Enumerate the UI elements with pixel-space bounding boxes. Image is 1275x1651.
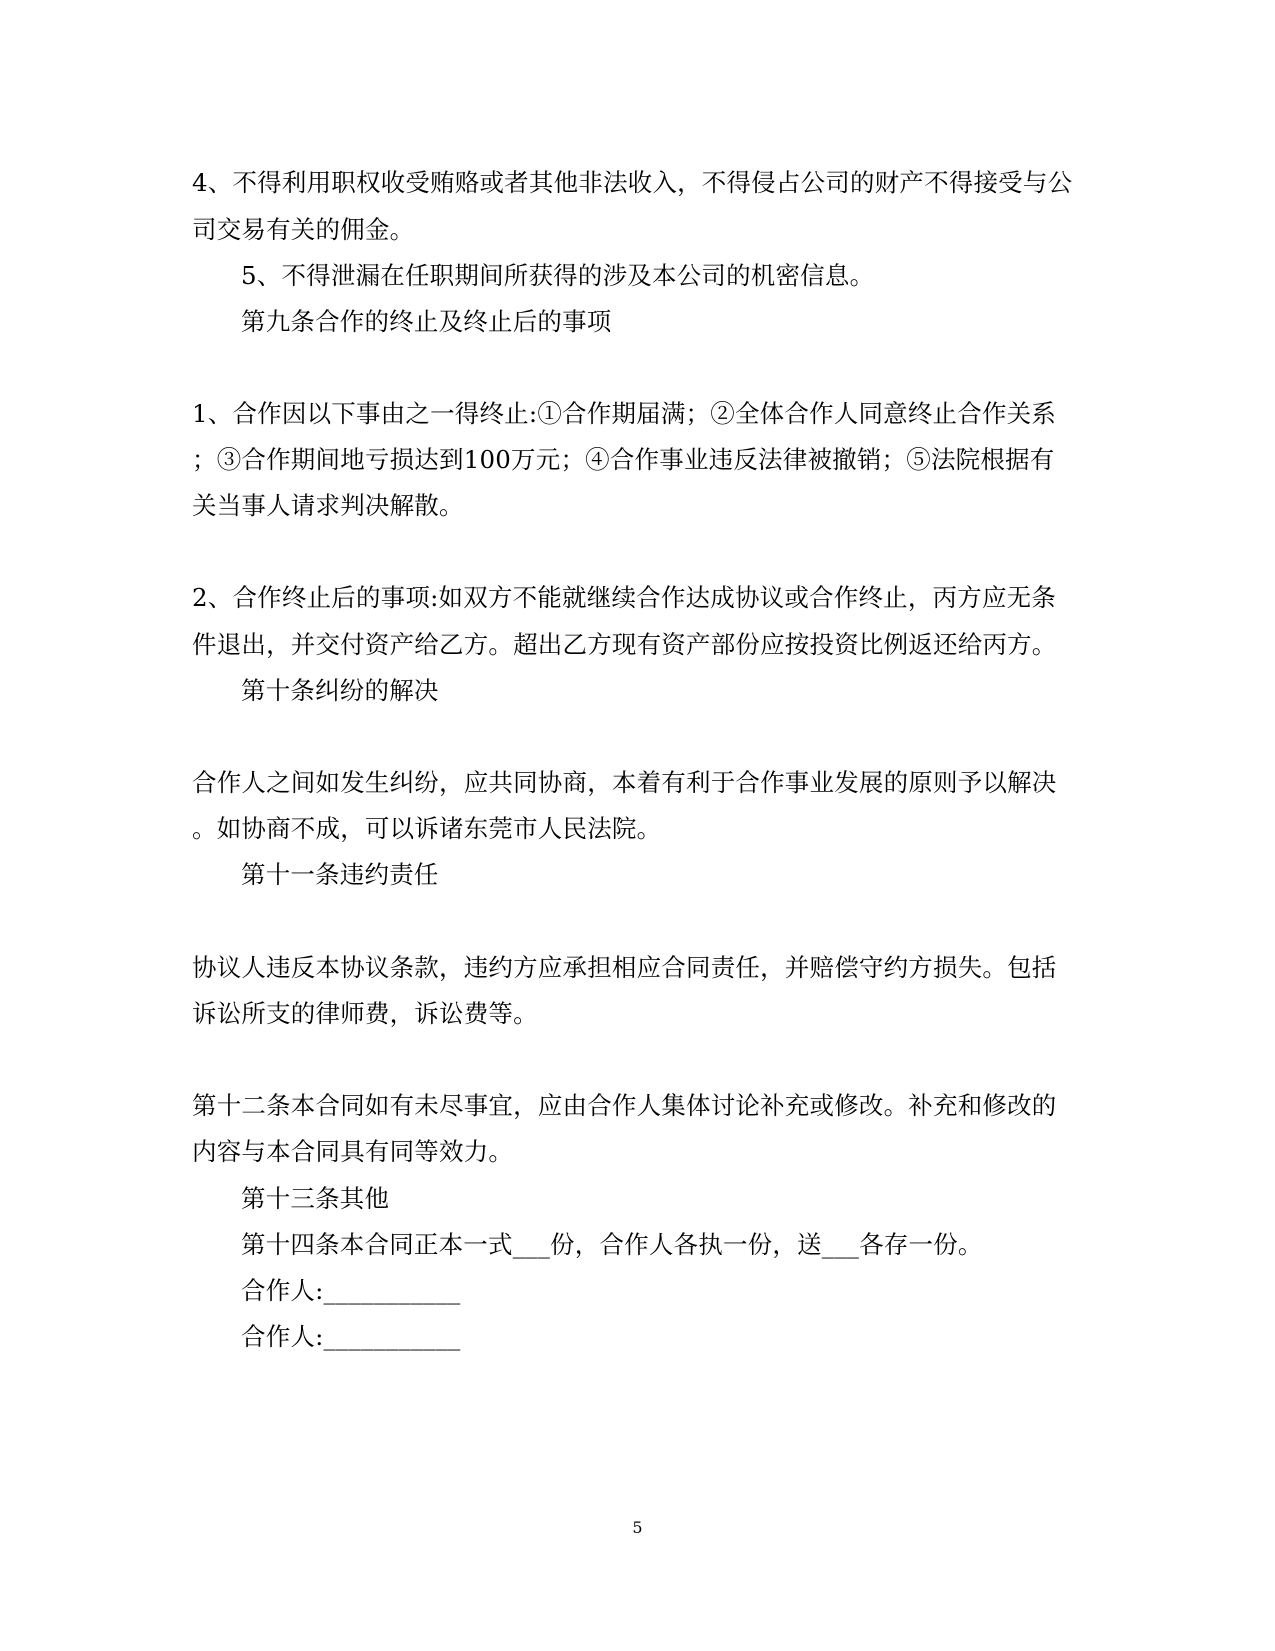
paragraph-line: 协议人违反本协议条款，违约方应承担相应合同责任，并赔偿守约方损失。包括: [192, 953, 1057, 982]
paragraph-line: 司交易有关的佣金。: [192, 215, 415, 244]
paragraph-line: 2、合作终止后的事项:如双方不能就继续合作达成协议或合作终止，丙方应无条: [192, 583, 1057, 612]
paragraph-line: 第十二条本合同如有未尽事宜，应由合作人集体讨论补充或修改。补充和修改的: [192, 1091, 1057, 1120]
section-heading: 第十三条其他: [241, 1184, 390, 1213]
signature-line: 合作人:___________: [241, 1322, 461, 1351]
paragraph-line: 合作人之间如发生纠纷，应共同协商，本着有利于合作事业发展的原则予以解决: [192, 768, 1057, 797]
paragraph-line: 关当事人请求判决解散。: [192, 491, 464, 520]
paragraph-line: 第十四条本合同正本一式___份，合作人各执一份，送___各存一份。: [241, 1230, 983, 1259]
paragraph-line: 4、不得利用职权收受贿赂或者其他非法收入，不得侵占公司的财产不得接受与公: [192, 168, 1073, 197]
section-heading: 第十一条违约责任: [241, 860, 439, 889]
paragraph-line: 件退出，并交付资产给乙方。超出乙方现有资产部份应按投资比例返还给丙方。: [192, 630, 1057, 659]
paragraph-line: 内容与本合同具有同等效力。: [192, 1137, 514, 1166]
page-number: 5: [632, 1518, 643, 1537]
paragraph-line: ；③合作期间地亏损达到100万元；④合作事业违反法律被撤销；⑤法院根据有: [192, 445, 1055, 474]
paragraph-line: 诉讼所支的律师费，诉讼费等。: [192, 999, 538, 1028]
signature-line: 合作人:___________: [241, 1276, 461, 1305]
paragraph-line: 1、合作因以下事由之一得终止:①合作期届满；②全体合作人同意终止合作关系: [192, 399, 1057, 428]
section-heading: 第十条纠纷的解决: [241, 676, 439, 705]
section-heading: 第九条合作的终止及终止后的事项: [241, 307, 612, 336]
paragraph-line: 。如协商不成，可以诉诸东莞市人民法院。: [192, 814, 662, 843]
paragraph-line: 5、不得泄漏在任职期间所获得的涉及本公司的机密信息。: [241, 261, 875, 290]
